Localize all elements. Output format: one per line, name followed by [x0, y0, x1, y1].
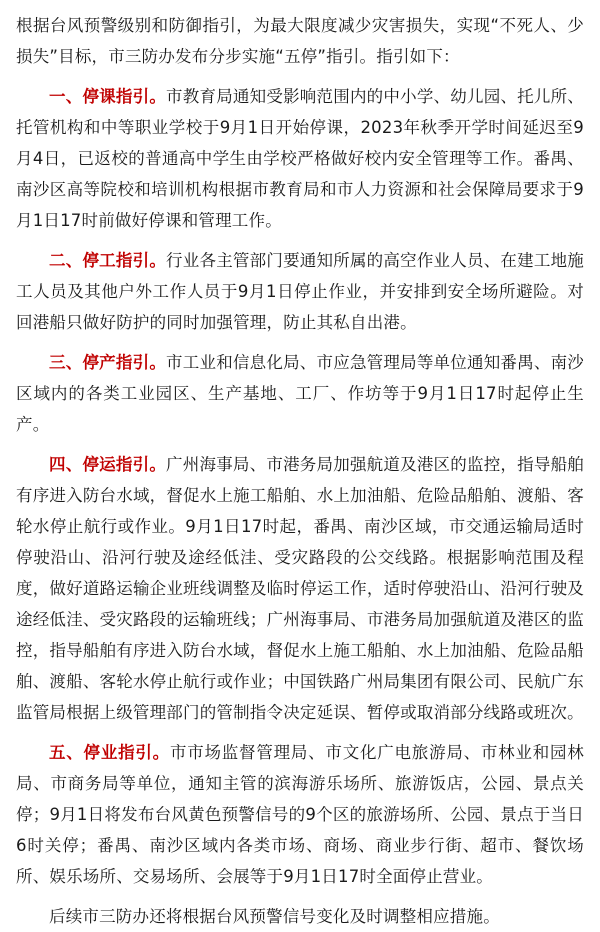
paragraph-intro [16, 10, 584, 72]
paragraph-item-3 [16, 347, 584, 440]
paragraph-lead-label: 五、停业指引。 [49, 743, 170, 762]
paragraph-text: 后续市三防办还将根据台风预警信号变化及时调整相应措施。 [49, 907, 500, 926]
paragraph-item-4 [16, 449, 584, 728]
paragraph-text: 根据台风预警级别和防御指引，为最大限度减少灾害损失，实现“不死人、少损失”目标，市三防办发布分步实施“五停”指引。指引如下： [16, 16, 584, 66]
paragraph-text: 市市场监督管理局、市文化广电旅游局、市林业和园林局、市商务局等单位，通知主管的滨海游乐场所、旅游饭店，公园、景点关停；9月1日将发布台风黄色预警信号的9个区的旅游场所、公园、景点于当日6时关停；番禺、南沙区域内各类市场、商场、商业步行街、超市、餐饮场所、娱乐场所、交易场所、会展等于9月1日17时全面停止营业。 [16, 743, 584, 886]
paragraph-item-1 [16, 81, 584, 236]
paragraph-lead-label: 一、停课指引。 [49, 87, 167, 106]
paragraph-text: 市教育局通知受影响范围内的中小学、幼儿园、托儿所、托管机构和中等职业学校于9月1日开始停课，2023年秋季开学时间延迟至9月4日，已返校的普通高中学生由学校严格做好校内安全管理等工作。番禺、南沙区高等院校和培训机构根据市教育局和市人力资源和社会保障局要求于9月1日17时前做好停课和管理工作。 [16, 87, 585, 230]
paragraph-text: 行业各主管部门要通知所属的高空作业人员、在建工地施工人员及其他户外工作人员于9月1日停止作业，并安排到安全场所避险。对回港船只做好防护的同时加强管理，防止其私自出港。 [16, 251, 585, 332]
paragraph-text: 广州海事局、市港务局加强航道及港区的监控，指导船舶有序进入防台水域，督促水上施工船舶、水上加油船、危险品船舶、渡船、客轮水停止航行或作业。9月1日17时起，番禺、南沙区域，市交通运输局适时停驶沿山、沿河行驶及途经低洼、受灾路段的公交线路。根据影响范围及程度，做好道路运输企业班线调整及临时停运工作，适时停驶沿山、沿河行驶及途经低洼、受灾路段的运输班线；广州海事局、市港务局加强航道及港区的监控，指导船舶有序进入防台水域，督促水上施工船舶、水上加油船、危险品船舶、渡船、客轮水停止航行或作业；中国铁路广州局集团有限公司、民航广东监管局根据上级管理部门的管制指令决定延误、暂停或取消部分线路或班次。 [16, 455, 585, 722]
paragraph-lead-label: 三、停产指引。 [49, 353, 167, 372]
paragraph-text: 市工业和信息化局、市应急管理局等单位通知番禺、南沙区域内的各类工业园区、生产基地、工厂、作坊等于9月1日17时起停止生产。 [16, 353, 585, 434]
paragraph-item-5 [16, 737, 584, 892]
paragraph-lead-label: 二、停工指引。 [49, 251, 167, 270]
paragraph-lead-label: 四、停运指引。 [49, 455, 167, 474]
paragraph-item-2 [16, 245, 584, 338]
paragraph-closing [16, 901, 584, 932]
